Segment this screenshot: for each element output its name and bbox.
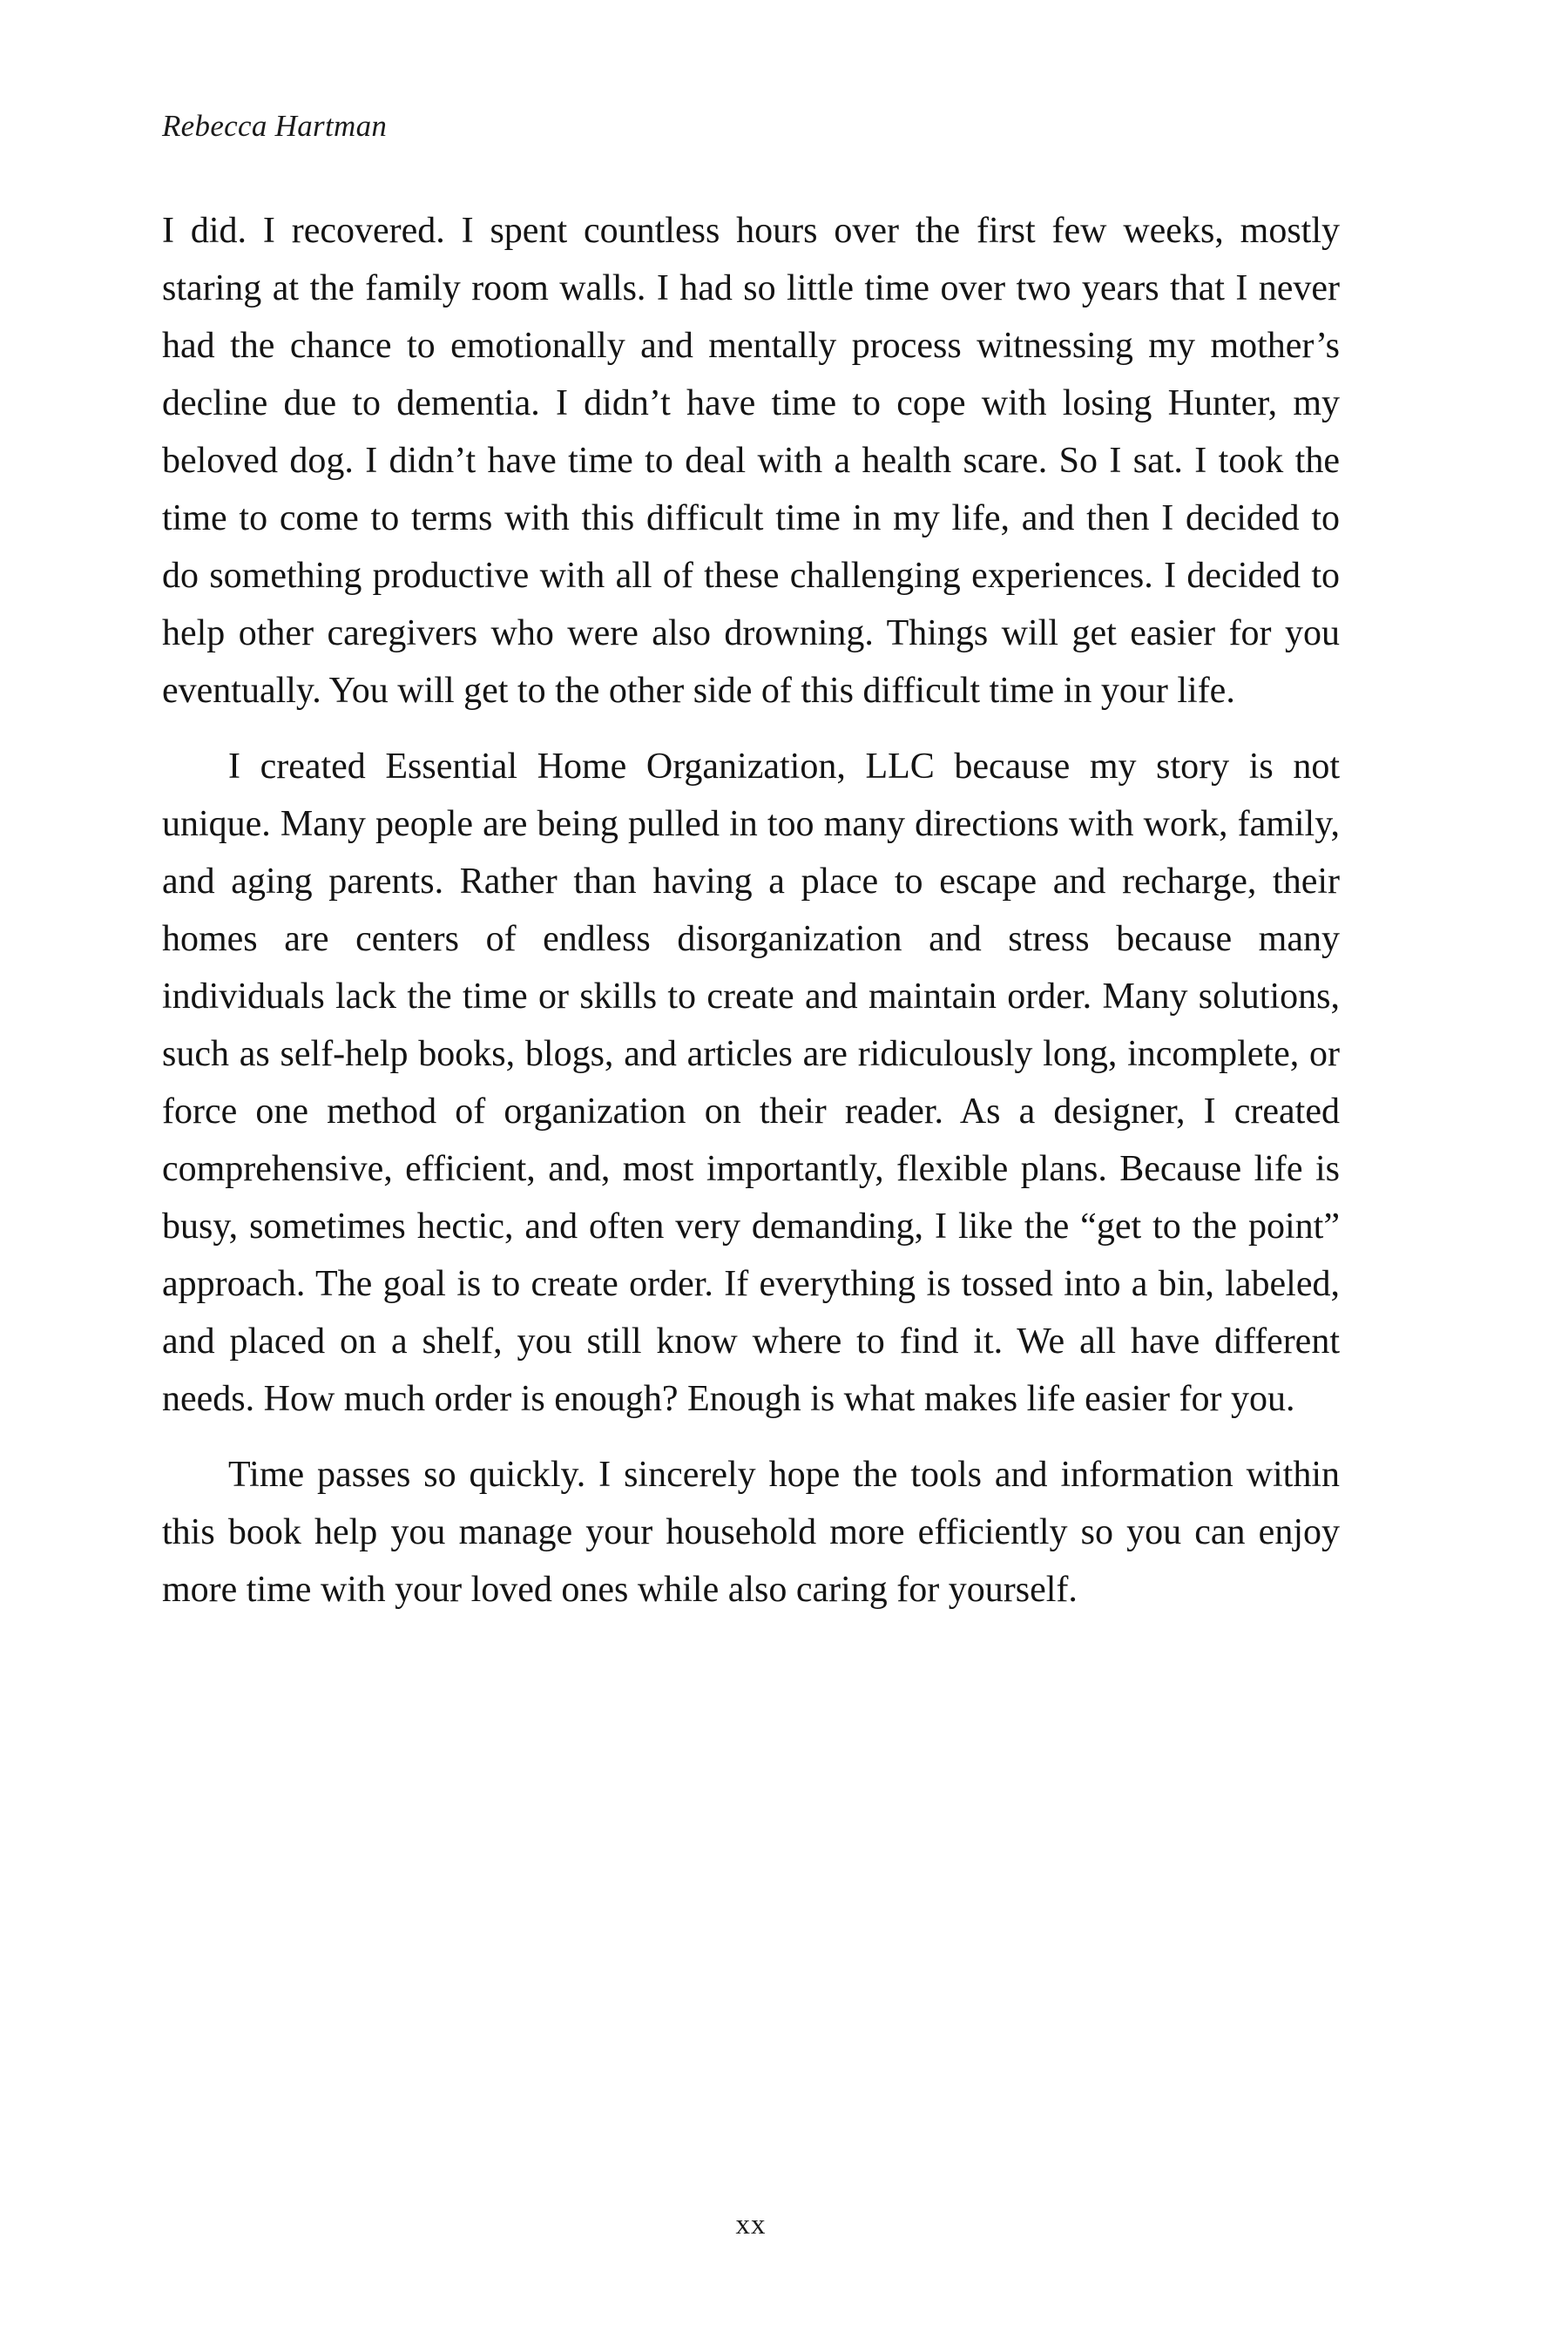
paragraph: Time passes so quickly. I sincerely hope the tools and information within this book help you manage your household more efficiently so you can enjoy more time with your loved ones while also caring for yourself. bbox=[162, 1455, 1340, 1610]
page-number: xx bbox=[735, 2209, 767, 2240]
paragraph: I did. I recovered. I spent countless hours over the first few weeks, mostly staring at the family room walls. I had so little time over two years that I never had the chance to emotionally and mentally process witnessing my mother’s decline due to dementia. I didn’t have time to cope with losing Hunter, my beloved dog. I didn’t have time to deal with a health scare. So I sat. I took the time to come to terms with this difficult time in my life, and then I decided to do something productive with all of these challenging experiences. I decided to help other caregivers who were also drowning. Things will get easier for you eventually. You will get to the other side of this difficult time in your life. bbox=[162, 211, 1340, 711]
paragraph: I created Essential Home Organization, LLC because my story is not unique. Many people are being pulled in too many directions with work, family, and aging parents. Rather than having a place to escape and recharge, their homes are centers of endless disorganization and stress because many individuals lack the time or skills to create and maintain order. Many solutions, such as self-help books, blogs, and articles are ridiculously long, incomplete, or force one method of organization on their reader. As a designer, I created comprehensive, efficient, and, most importantly, flexible plans. Because life is busy, sometimes hectic, and often very demanding, I like the “get to the point” approach. The goal is to create order. If everything is tossed into a bin, labeled, and placed on a shelf, you still know where to find it. We all have different needs. How much order is enough? Enough is what makes life easier for you. bbox=[162, 747, 1340, 1419]
running-header-author: Rebecca Hartman bbox=[162, 109, 388, 143]
body-text bbox=[162, 202, 1340, 1619]
